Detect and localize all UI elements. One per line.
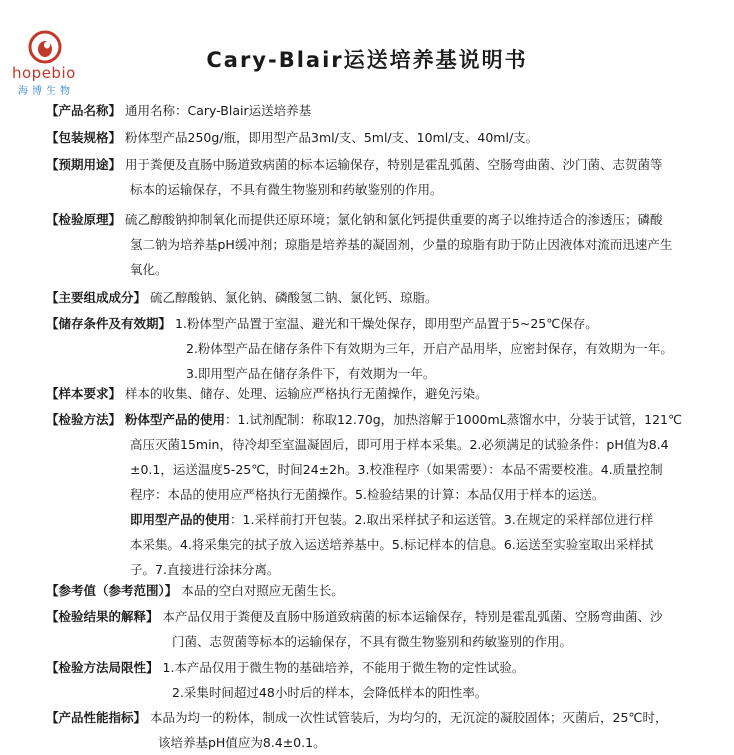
- section-continuation: 2.采集时间超过48小时后的样本，会降低样本的阳性率。: [172, 685, 488, 700]
- section-label: 【包装规格】: [46, 130, 122, 145]
- section-method: [46, 407, 714, 582]
- section-continuation: 门菌、志贺菌等标本的运输保存，不具有微生物鉴别和药敏鉴别的作用。: [172, 634, 573, 649]
- section-text: 本品的空白对照应无菌生长。: [181, 583, 344, 598]
- section-text: 样本的收集、储存、处理、运输应严格执行无菌操作，避免污染。: [125, 386, 488, 401]
- section-text: 硫乙醇酸钠抑制氧化而提供还原环境；氯化钠和氯化钙提供重要的离子以维持适合的渗透压；磷酸: [125, 212, 663, 227]
- section-label: 【储存条件及有效期】: [46, 316, 172, 331]
- section-label: 【产品性能指标】: [46, 710, 147, 725]
- section-continuation: 子。7.直接进行涂抹分离。: [130, 562, 280, 577]
- section-sample: [46, 381, 714, 406]
- section-principle: [46, 207, 714, 282]
- section-text: ：1.采样前打开包装。2.取出采样拭子和运送管。3.在规定的采样部位进行样: [230, 512, 654, 527]
- section-label: 【参考值（参考范围）】: [46, 583, 178, 598]
- section-continuation: 程序：本品的使用应严格执行无菌操作。5.检验结果的计算：本品仅用于样本的运送。: [130, 487, 605, 502]
- section-continuation: ±0.1，运送温度5-25℃，时间24±2h。3.校准程序（如果需要）：本品不需要校准。4.质量控制: [130, 462, 663, 477]
- section-performance: [46, 705, 714, 755]
- section-continuation: 标本的运输保存，不具有微生物鉴别和药敏鉴别的作用。: [130, 182, 443, 197]
- section-label: 【检验结果的解释】: [46, 609, 159, 624]
- section-text: ：1.试剂配制：称取12.70g，加热溶解于1000mL蒸馏水中，分装于试管，121℃: [225, 412, 683, 427]
- section-text: 粉体型产品250g/瓶，即用型产品3ml/支、5ml/支、10ml/支、40ml/支。: [125, 130, 539, 145]
- logo-wordmark: hopebio: [12, 64, 76, 82]
- section-continuation: 氧化。: [130, 262, 168, 277]
- section-package: [46, 125, 714, 150]
- method-ready-heading: 即用型产品的使用: [130, 512, 231, 527]
- section-label: 【主要组成成分】: [46, 290, 147, 305]
- section-text: 本品为均一的粉体，制成一次性试管装后，为均匀的，无沉淀的凝胶固体；灭菌后，25℃时，: [150, 710, 668, 725]
- section-composition: [46, 285, 714, 310]
- section-continuation: 3.即用型产品在储存条件下，有效期为一年。: [186, 366, 436, 381]
- section-interpretation: [46, 604, 714, 654]
- section-label: 【检验方法局限性】: [46, 660, 159, 675]
- section-continuation: 该培养基pH值应为8.4±0.1。: [158, 735, 326, 750]
- section-text: 硫乙醇酸钠、氯化钠、磷酸氢二钠、氯化钙、琼脂。: [150, 290, 438, 305]
- section-label: 【产品名称】: [46, 103, 122, 118]
- section-text: 本产品仅用于粪便及直肠中肠道致病菌的标本运输保存，特别是霍乱弧菌、空肠弯曲菌、沙: [162, 609, 663, 624]
- section-label: 【样本要求】: [46, 386, 122, 401]
- section-continuation: 本采集。4.将采集完的拭子放入运送培养基中。5.标记样本的信息。6.运送至实验室取出采样拭: [130, 537, 654, 552]
- section-text: 1.本产品仅用于微生物的基础培养，不能用于微生物的定性试验。: [162, 660, 525, 675]
- section-label: 【检验原理】: [46, 212, 122, 227]
- section-limitations: [46, 655, 714, 705]
- section-text: 用于粪便及直肠中肠道致病菌的标本运输保存，特别是霍乱弧菌、空肠弯曲菌、沙门菌、志贺菌等: [125, 157, 663, 172]
- section-continuation: 高压灭菌15min，待冷却至室温凝固后，即可用于样本采集。2.必须满足的试验条件：pH值为8.4: [130, 437, 669, 452]
- section-text: 通用名称：Cary-Blair运送培养基: [125, 103, 312, 118]
- section-continuation: 2.粉体型产品在储存条件下有效期为三年，开启产品用毕，应密封保存，有效期为一年。: [186, 341, 673, 356]
- section-text: 1.粉体型产品置于室温、避光和干燥处保存，即用型产品置于5~25℃保存。: [175, 316, 598, 331]
- section-label: 【预期用途】: [46, 157, 122, 172]
- section-storage: [46, 311, 714, 386]
- section-label: 【检验方法】: [46, 412, 122, 427]
- section-intended-use: [46, 152, 714, 202]
- logo-subtitle: 海博生物: [18, 86, 74, 97]
- section-continuation: 氢二钠为培养基pH缓冲剂；琼脂是培养基的凝固剂，少量的琼脂有助于防止因液体对流而迅速产生: [130, 237, 673, 252]
- section-reference: [46, 578, 714, 603]
- page-title: Cary-Blair运送培养基说明书: [206, 48, 528, 72]
- method-powder-heading: 粉体型产品的使用: [125, 412, 226, 427]
- section-product-name: [46, 98, 714, 123]
